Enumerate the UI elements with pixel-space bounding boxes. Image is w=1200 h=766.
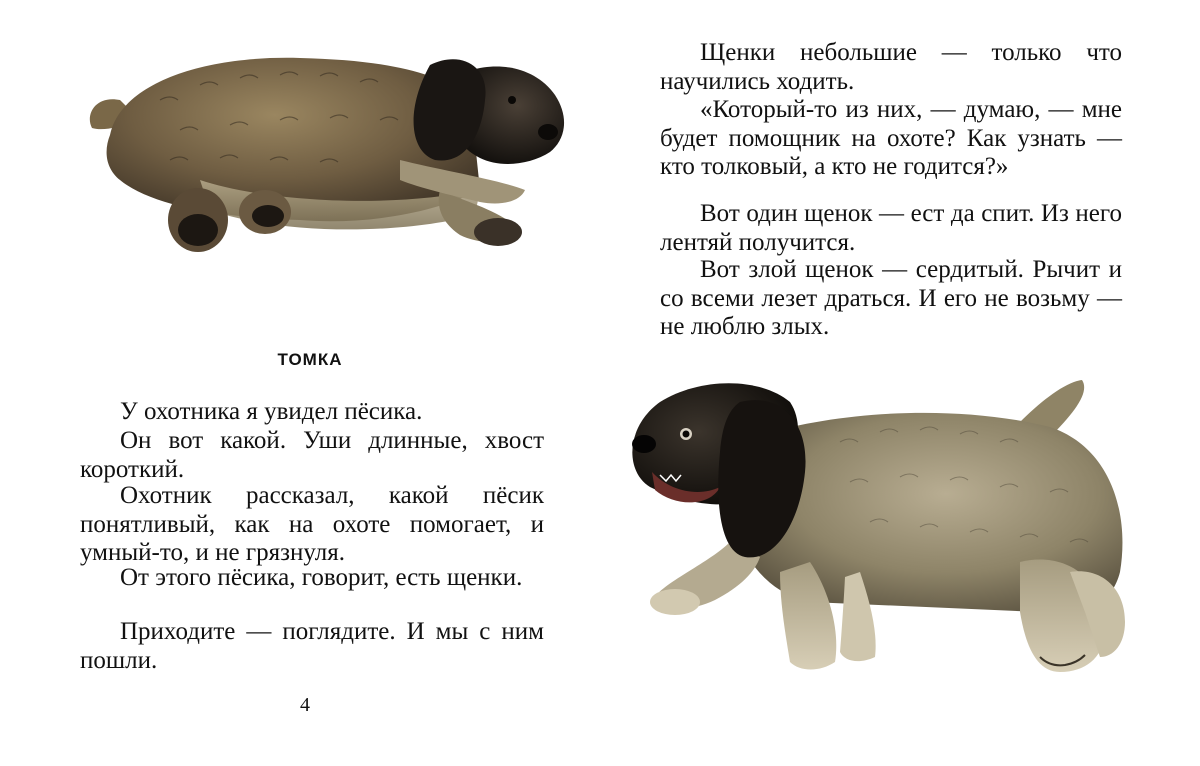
chapter-heading: ТОМКА — [277, 350, 343, 369]
puppy-walking-illustration — [620, 372, 1140, 692]
paragraph: Приходите — поглядите. И мы с ним пошли. — [80, 618, 544, 674]
paragraph: У охотника я увидел пёсика. — [120, 398, 423, 425]
puppy-front-paw — [650, 589, 700, 615]
paragraph: «Который-то из них, — думаю, — мне будет помощник на охоте? Как узнать — кто толковый, а кто не годится?» — [660, 96, 1122, 180]
paragraph: Щенки небольшие — только что научились ходить. — [660, 39, 1122, 95]
paragraph: От этого пёсика, говорит, есть щенки. — [120, 564, 523, 591]
paragraph: Охотник рассказал, какой пёсик понятливый, как на охоте помогает, и умный-то, и не грязнуля. — [80, 482, 544, 566]
paragraph: Он вот какой. Уши длинные, хвост короткий. — [80, 427, 544, 483]
paragraph: Вот один щенок — ест да спит. Из него лентяй получится. — [660, 200, 1122, 256]
paragraph: Вот злой щенок — сердитый. Рычит и со всеми лезет драться. И его не возьму — не люблю злых. — [660, 256, 1122, 340]
puppy-lying-illustration — [80, 40, 570, 270]
page-number: 4 — [300, 694, 310, 716]
puppy-front-paw — [474, 218, 522, 246]
